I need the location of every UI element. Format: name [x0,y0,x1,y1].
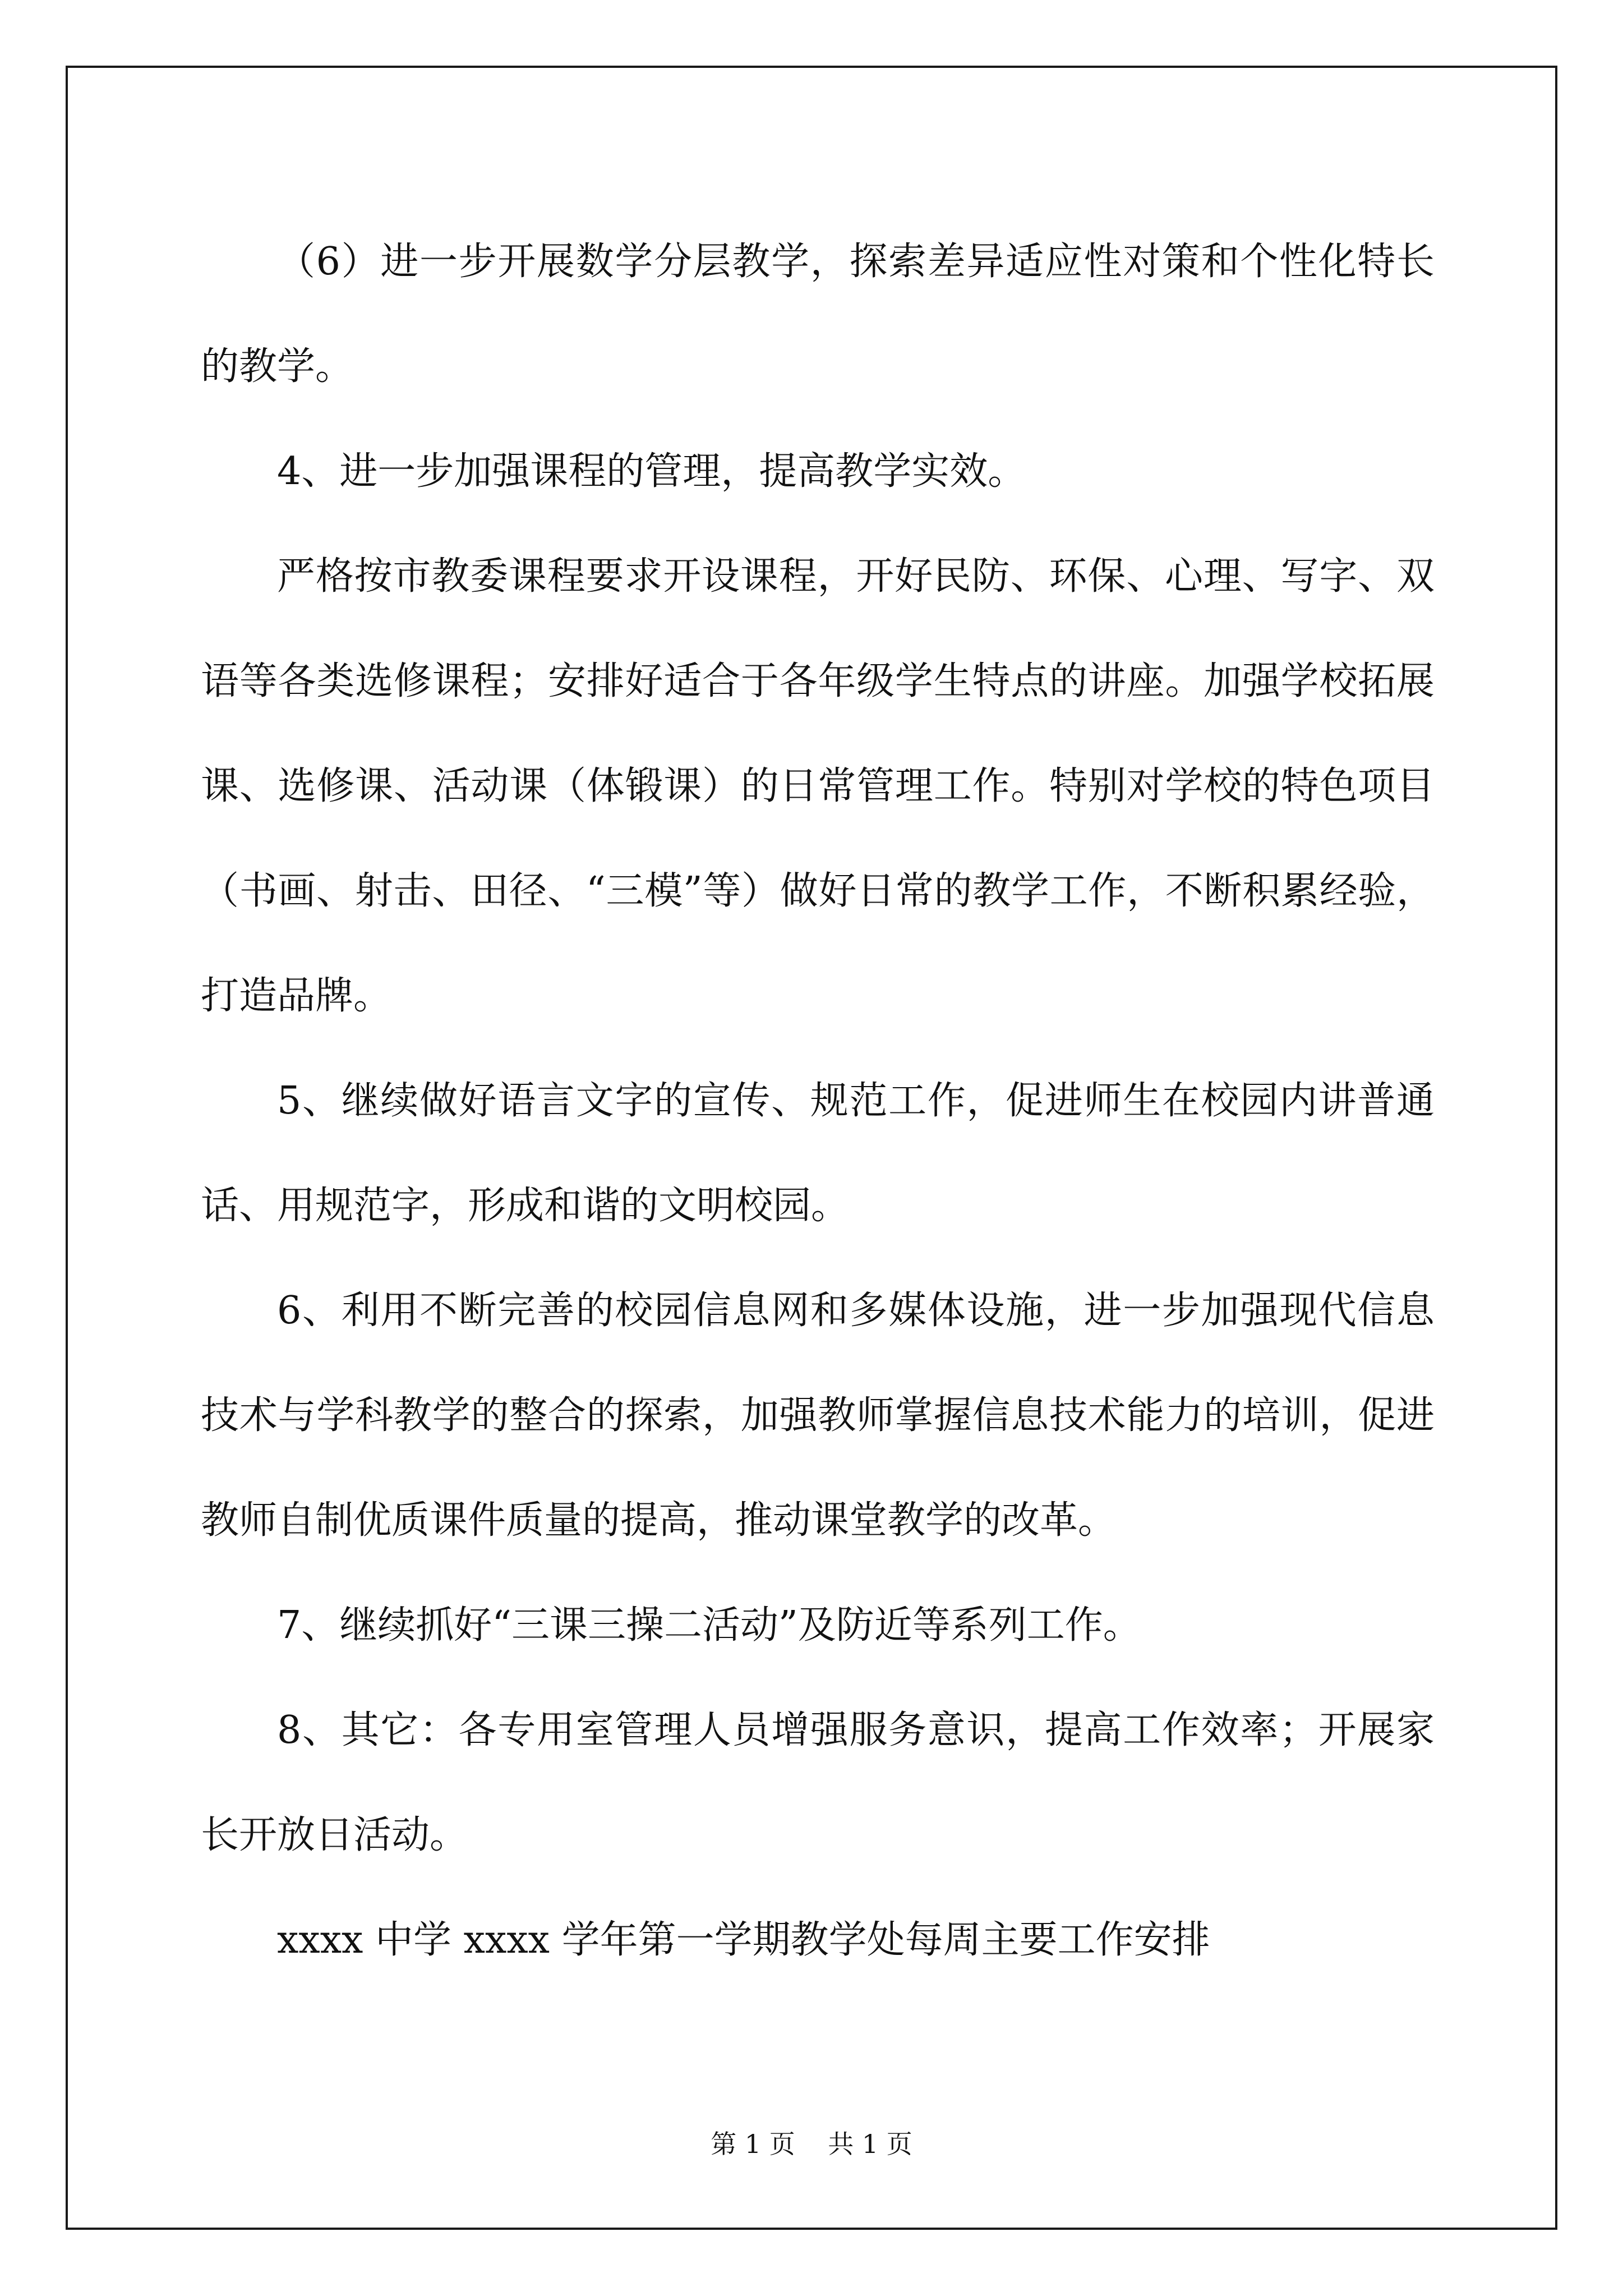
paragraph: （6）进一步开展数学分层教学，探索差异适应性对策和个性化特长的教学。 [201,240,1435,389]
paragraph: 严格按市教委课程要求开设课程，开好民防、环保、心理、写字、双语等各类选修课程；安排好适合于各年级学生特点的讲座。加强学校拓展课、选修课、活动课（体锻课）的日常管理工作。特别对学校的特色项目（书画、射击、田径、“三模”等）做好日常的教学工作，不断积累经验，打造品牌。 [201,554,1435,1018]
page-number: 第 1 页 共 1 页 [711,2129,912,2159]
section-title: xxxx 中学 xxxx 学年第一学期教学处每周主要工作安排 [277,1918,1210,1962]
paragraph: 6、利用不断完善的校园信息网和多媒体设施，进一步加强现代信息技术与学科教学的整合的探索，加强教师掌握信息技术能力的培训，促进教师自制优质课件质量的提高，推动课堂教学的改革。 [201,1289,1435,1543]
document-body [201,209,1435,1993]
paragraph: 7、继续抓好“三课三操二活动”及防近等系列工作。 [277,1603,1141,1648]
paragraph: 4、进一步加强课程的管理，提高教学实效。 [277,449,1026,494]
paragraph: 8、其它：各专用室管理人员增强服务意识，提高工作效率；开展家长开放日活动。 [201,1708,1435,1857]
paragraph: 5、继续做好语言文字的宣传、规范工作，促进师生在校园内讲普通话、用规范字，形成和谐的文明校园。 [201,1079,1435,1228]
